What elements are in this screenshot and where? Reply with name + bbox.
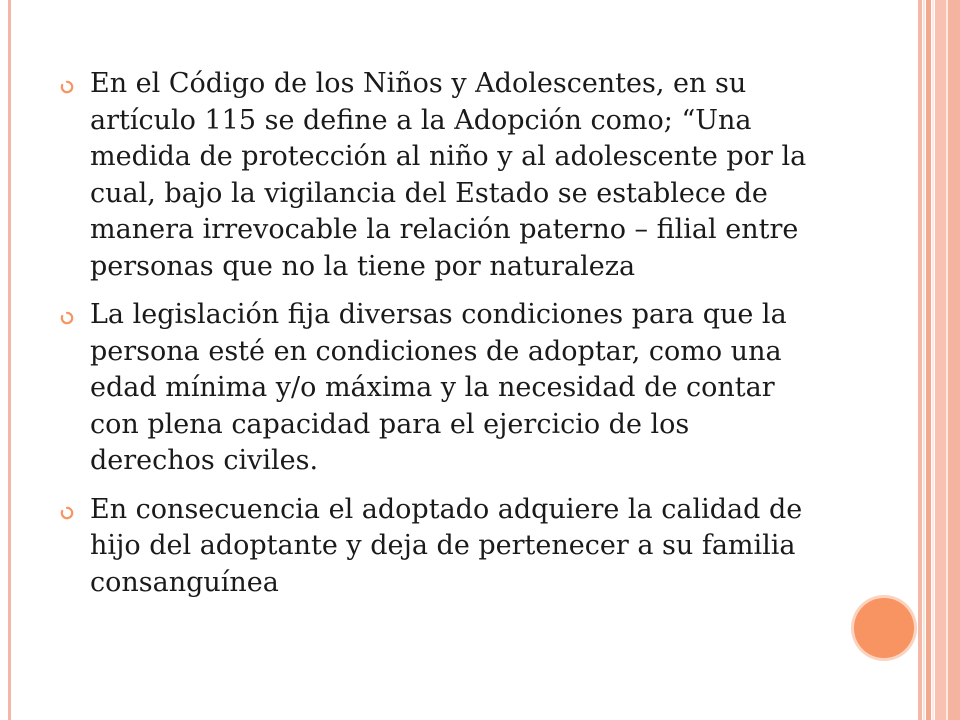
bullet-text: En consecuencia el adoptado adquiere la calidad de hijo del adoptante y deja de pertenecer a su familia consanguínea [90, 493, 803, 598]
bullet-ring-icon [60, 506, 74, 520]
right-decor-stripe [948, 0, 960, 720]
bullet-item [60, 66, 820, 285]
bullet-text: En el Código de los Niños y Adolescentes, en su artículo 115 se define a la Adopción como; “Una medida de protección al niño y al adolescente por la cual, bajo la vigilancia del Estado se establece de manera irrevocable la relación paterno – filial entre personas que no la tiene por naturaleza [90, 68, 807, 282]
bullet-list [60, 66, 820, 613]
right-decor-stripe [932, 0, 934, 720]
left-decor-stripe [8, 0, 11, 720]
right-decor-stripe [923, 0, 925, 720]
bullet-item [60, 297, 820, 480]
right-decor-stripe [926, 0, 931, 720]
bullet-item [60, 492, 820, 602]
right-decor-stripe [918, 0, 922, 720]
bullet-ring-icon [60, 311, 74, 325]
bullet-text: La legislación fija diversas condiciones para que la persona esté en condiciones de adoptar, como una edad mínima y/o máxima y la necesidad de contar con plena capacidad para el ejercicio de los derechos civiles. [90, 299, 787, 476]
bullet-ring-icon [60, 80, 74, 94]
right-decor-stripe [935, 0, 946, 720]
orange-circle-icon [854, 598, 914, 658]
